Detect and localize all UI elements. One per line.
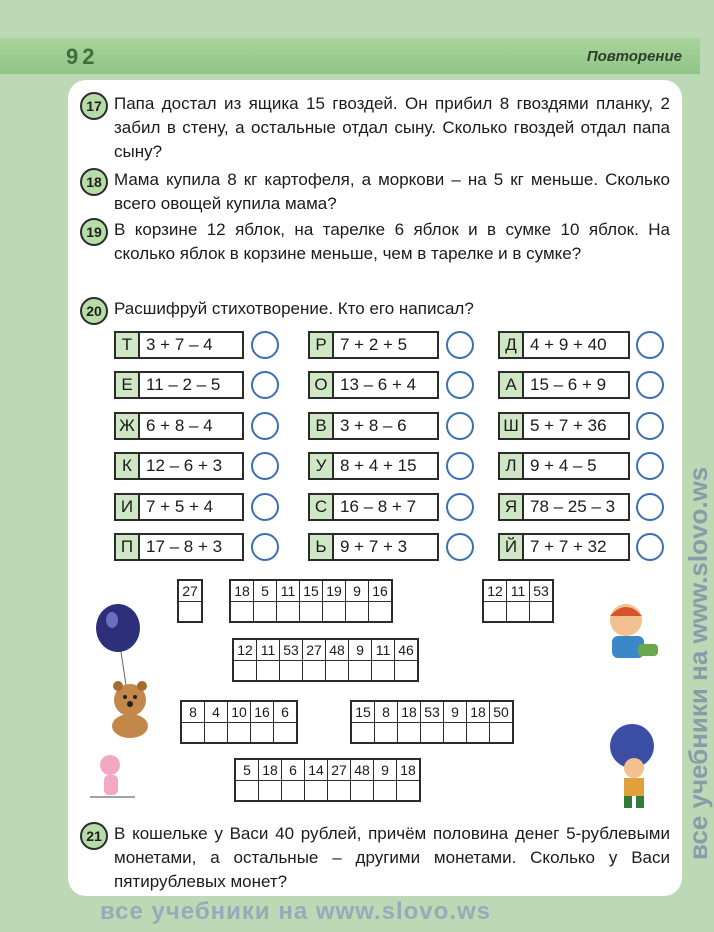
cipher-item bbox=[498, 412, 630, 440]
answer-cell[interactable]: 53 bbox=[529, 581, 552, 621]
task-number: 20 bbox=[80, 297, 108, 325]
cipher-expression: 78 – 25 – 3 bbox=[530, 497, 616, 516]
answer-circle[interactable] bbox=[636, 452, 664, 480]
answer-cell[interactable]: 27 bbox=[327, 760, 350, 800]
cipher-expression: 12 – 6 + 3 bbox=[146, 456, 223, 475]
answer-circle[interactable] bbox=[446, 412, 474, 440]
cipher-item bbox=[308, 331, 439, 359]
task-text: Мама купила 8 кг картофеля, а моркови – на 5 кг меньше. Сколько всего овощей купила мама? bbox=[114, 170, 670, 213]
cipher-expression: 9 + 4 – 5 bbox=[530, 456, 597, 475]
answer-circle[interactable] bbox=[636, 412, 664, 440]
answer-cell[interactable]: 9 bbox=[373, 760, 396, 800]
page-header bbox=[0, 38, 700, 74]
answer-cell[interactable]: 12 bbox=[234, 640, 256, 680]
cipher-expression: 7 + 5 + 4 bbox=[146, 497, 214, 516]
task-number: 18 bbox=[80, 168, 108, 196]
cipher-item bbox=[114, 331, 244, 359]
cipher-item bbox=[308, 371, 439, 399]
cipher-item bbox=[114, 533, 244, 561]
answer-cell[interactable]: 53 bbox=[420, 702, 443, 742]
answer-cell[interactable]: 18 bbox=[258, 760, 281, 800]
task-number: 19 bbox=[80, 218, 108, 246]
answer-cell[interactable]: 50 bbox=[489, 702, 512, 742]
cipher-letter: У bbox=[310, 454, 334, 478]
cipher-letter: Л bbox=[500, 454, 524, 478]
answer-cell[interactable]: 9 bbox=[345, 581, 368, 621]
answer-cell[interactable]: 18 bbox=[396, 760, 419, 800]
page-number: 92 bbox=[66, 44, 99, 69]
answer-cell[interactable]: 15 bbox=[352, 702, 374, 742]
task-number: 17 bbox=[80, 92, 108, 120]
answer-circle[interactable] bbox=[251, 452, 279, 480]
answer-cell[interactable]: 11 bbox=[371, 640, 394, 680]
answer-circle[interactable] bbox=[636, 493, 664, 521]
answer-cell[interactable]: 5 bbox=[253, 581, 276, 621]
cipher-expression: 7 + 7 + 32 bbox=[530, 537, 607, 556]
answer-circle[interactable] bbox=[636, 331, 664, 359]
answer-word-block bbox=[232, 638, 419, 682]
bear-with-balloon-illustration bbox=[90, 600, 170, 740]
boy-with-balloon-illustration bbox=[600, 722, 670, 812]
cipher-expression: 3 + 7 – 4 bbox=[146, 335, 213, 354]
answer-cell[interactable]: 16 bbox=[368, 581, 391, 621]
cipher-expression: 16 – 8 + 7 bbox=[340, 497, 417, 516]
answer-cell[interactable]: 15 bbox=[299, 581, 322, 621]
cipher-letter: Д bbox=[500, 333, 524, 357]
task-text: Расшифруй стихотворение. Кто его написал? bbox=[114, 299, 474, 318]
cipher-letter: О bbox=[310, 373, 334, 397]
answer-cell[interactable]: 18 bbox=[466, 702, 489, 742]
answer-cell[interactable]: 18 bbox=[231, 581, 253, 621]
answer-cell[interactable]: 16 bbox=[250, 702, 273, 742]
answer-cell[interactable]: 19 bbox=[322, 581, 345, 621]
answer-cell[interactable]: 6 bbox=[273, 702, 296, 742]
cipher-item bbox=[308, 452, 439, 480]
cipher-expression: 6 + 8 – 4 bbox=[146, 416, 213, 435]
answer-cell[interactable]: 5 bbox=[236, 760, 258, 800]
cipher-letter: А bbox=[500, 373, 524, 397]
cipher-letter: С bbox=[310, 495, 334, 519]
cipher-letter: К bbox=[116, 454, 140, 478]
cipher-letter: Ж bbox=[116, 414, 140, 438]
answer-circle[interactable] bbox=[446, 533, 474, 561]
cipher-letter: Ш bbox=[500, 414, 524, 438]
task-number: 21 bbox=[80, 822, 108, 850]
answer-cell[interactable]: 18 bbox=[397, 702, 420, 742]
cipher-expression: 7 + 2 + 5 bbox=[340, 335, 408, 354]
cipher-letter: Т bbox=[116, 333, 140, 357]
answer-circle[interactable] bbox=[251, 412, 279, 440]
answer-cell[interactable]: 11 bbox=[256, 640, 279, 680]
cipher-item bbox=[498, 533, 630, 561]
answer-circle[interactable] bbox=[446, 493, 474, 521]
side-watermark: все учебники на www.slovo.ws bbox=[683, 466, 713, 860]
cipher-letter: П bbox=[116, 535, 140, 559]
cipher-item bbox=[498, 452, 630, 480]
answer-cell[interactable]: 4 bbox=[204, 702, 227, 742]
cipher-expression: 3 + 8 – 6 bbox=[340, 416, 407, 435]
cipher-letter: Я bbox=[500, 495, 524, 519]
answer-word-block bbox=[234, 758, 421, 802]
task-text: В кошельке у Васи 40 рублей, причём половина денег 5-рублевыми монетами, а остальные – другими монетами. Сколько у Васи пятирублевых монет? bbox=[114, 824, 670, 891]
answer-cell[interactable]: 48 bbox=[325, 640, 348, 680]
answer-cell[interactable]: 10 bbox=[227, 702, 250, 742]
answer-cell[interactable]: 9 bbox=[443, 702, 466, 742]
answer-circle[interactable] bbox=[636, 371, 664, 399]
cipher-item bbox=[498, 371, 630, 399]
cipher-letter: И bbox=[116, 495, 140, 519]
cipher-expression: 17 – 8 + 3 bbox=[146, 537, 223, 556]
section-title: Повторение bbox=[586, 48, 682, 65]
cipher-item bbox=[114, 412, 244, 440]
answer-cell[interactable]: 11 bbox=[276, 581, 299, 621]
cipher-letter: Е bbox=[116, 373, 140, 397]
cipher-expression: 11 – 2 – 5 bbox=[146, 375, 221, 394]
answer-word-block bbox=[177, 579, 203, 623]
cipher-item bbox=[308, 412, 439, 440]
answer-circle[interactable] bbox=[446, 452, 474, 480]
task-text: В корзине 12 яблок, на тарелке 6 яблок и в сумке 10 яблок. На сколько яблок в корзине меньше, чем в тарелке и в сумке? bbox=[114, 220, 670, 263]
answer-cell[interactable]: 12 bbox=[484, 581, 506, 621]
cipher-item bbox=[308, 493, 439, 521]
cipher-item bbox=[114, 452, 244, 480]
cipher-item bbox=[498, 331, 630, 359]
answer-circle[interactable] bbox=[636, 533, 664, 561]
answer-circle[interactable] bbox=[251, 533, 279, 561]
answer-circle[interactable] bbox=[446, 371, 474, 399]
cipher-expression: 13 – 6 + 4 bbox=[340, 375, 417, 394]
answer-circle[interactable] bbox=[446, 331, 474, 359]
cipher-expression: 8 + 4 + 15 bbox=[340, 456, 417, 475]
cipher-letter: Ь bbox=[310, 535, 334, 559]
answer-word-block bbox=[229, 579, 393, 623]
answer-cell[interactable]: 8 bbox=[182, 702, 204, 742]
answer-cell[interactable]: 11 bbox=[506, 581, 529, 621]
answer-word-block bbox=[482, 579, 554, 623]
answer-cell[interactable]: 9 bbox=[348, 640, 371, 680]
answer-cell[interactable]: 27 bbox=[179, 581, 201, 621]
answer-circle[interactable] bbox=[251, 331, 279, 359]
answer-cell[interactable]: 48 bbox=[350, 760, 373, 800]
answer-cell[interactable]: 6 bbox=[281, 760, 304, 800]
task-text: Папа достал из ящика 15 гвоздей. Он прибил 8 гвоздями планку, 2 забил в стену, а остальные отдал сыну. Сколько гвоздей отдал папа сыну? bbox=[114, 94, 670, 161]
cipher-letter: В bbox=[310, 414, 334, 438]
cipher-item bbox=[114, 371, 244, 399]
cipher-item bbox=[114, 493, 244, 521]
cipher-expression: 4 + 9 + 40 bbox=[530, 335, 607, 354]
cipher-expression: 15 – 6 + 9 bbox=[530, 375, 607, 394]
answer-circle[interactable] bbox=[251, 493, 279, 521]
cipher-item bbox=[308, 533, 439, 561]
piglet-illustration bbox=[90, 745, 150, 805]
bottom-watermark: все учебники на www.slovo.ws bbox=[100, 898, 491, 925]
answer-cell[interactable]: 8 bbox=[374, 702, 397, 742]
answer-cell[interactable]: 53 bbox=[279, 640, 302, 680]
cipher-letter: Й bbox=[500, 535, 524, 559]
answer-circle[interactable] bbox=[251, 371, 279, 399]
boy-illustration bbox=[598, 598, 668, 678]
answer-cell[interactable]: 27 bbox=[302, 640, 325, 680]
answer-word-block bbox=[350, 700, 514, 744]
cipher-expression: 9 + 7 + 3 bbox=[340, 537, 408, 556]
answer-word-block bbox=[180, 700, 298, 744]
answer-cell[interactable]: 46 bbox=[394, 640, 417, 680]
cipher-item bbox=[498, 493, 630, 521]
cipher-expression: 5 + 7 + 36 bbox=[530, 416, 607, 435]
cipher-letter: Р bbox=[310, 333, 334, 357]
answer-cell[interactable]: 14 bbox=[304, 760, 327, 800]
